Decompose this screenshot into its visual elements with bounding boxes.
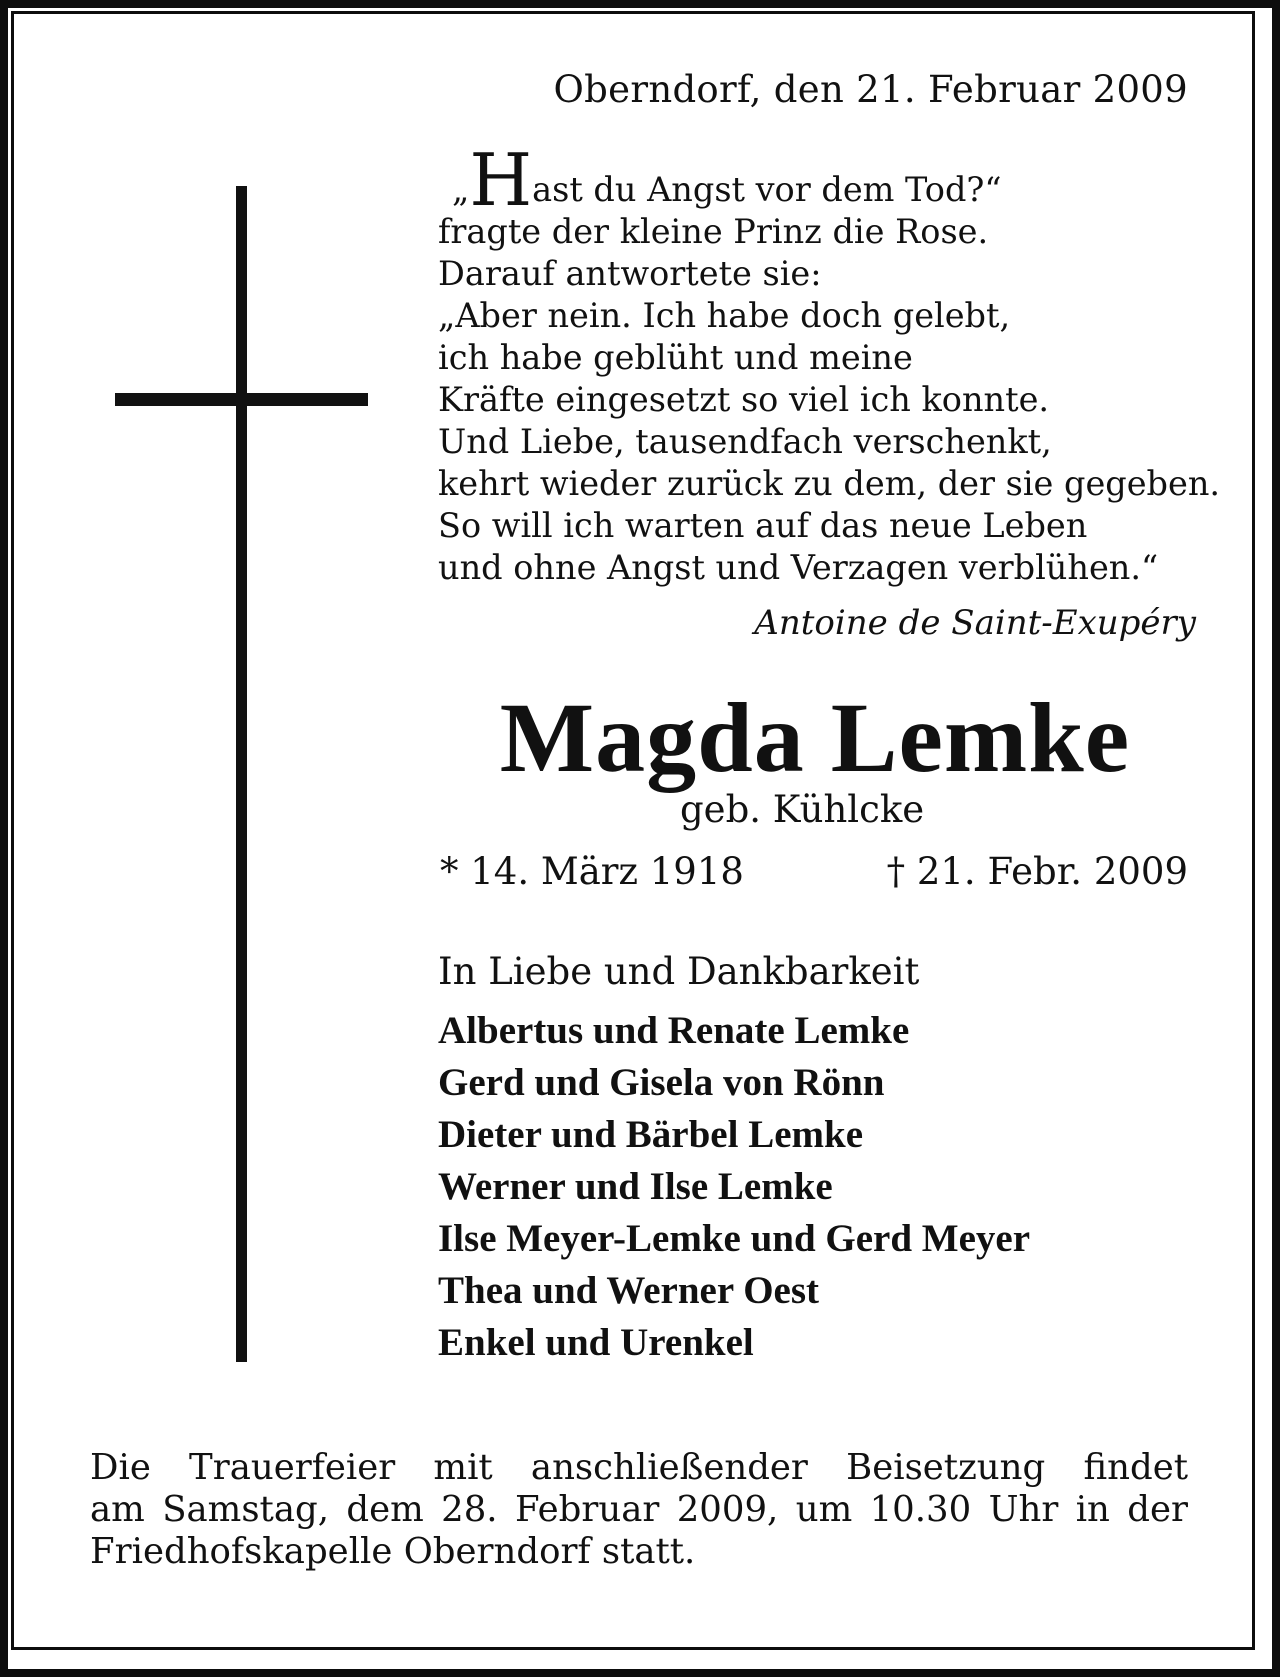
death-date: † 21. Febr. 2009 [886, 850, 1188, 893]
mourner-name: Ilse Meyer-Lemke und Gerd Meyer [438, 1217, 1031, 1260]
funeral-notice [90, 1447, 1188, 1573]
quote-line: Kräfte eingesetzt so viel ich konnte. [438, 380, 1050, 419]
quote-block [438, 138, 1221, 589]
funeral-notice-line: Friedhofskapelle Oberndorf statt. [90, 1531, 696, 1572]
quote-line: fragte der kleine Prinz die Rose. [438, 212, 989, 251]
quote-line: Darauf antwortete sie: [438, 254, 822, 293]
mourners-intro: In Liebe und Dankbarkeit [438, 950, 920, 993]
mourner-name: Thea und Werner Oest [438, 1269, 820, 1312]
quote-line-1 [438, 138, 1198, 222]
quote-line: und ohne Angst und Verzagen verblühen.“ [438, 548, 1159, 587]
quote-author: Antoine de Saint-Exupéry [754, 603, 1196, 643]
funeral-notice-line: am Samstag, dem 28. Februar 2009, um 10.30 Uhr in der [90, 1489, 1188, 1530]
cross-horizontal-beam [115, 393, 368, 406]
mourner-name: Enkel und Urenkel [438, 1321, 754, 1364]
quote-line: So will ich warten auf das neue Leben [438, 506, 1088, 545]
mourner-name: Werner und Ilse Lemke [438, 1165, 833, 1208]
quote-line: ich habe geblüht und meine [438, 338, 913, 377]
mourner-name: Albertus und Renate Lemke [438, 1009, 910, 1052]
birth-date: * 14. März 1918 [440, 850, 744, 893]
mourner-name: Dieter und Bärbel Lemke [438, 1113, 864, 1156]
quote-line: „Aber nein. Ich habe doch gelebt, [438, 296, 1011, 335]
date-line: Oberndorf, den 21. Februar 2009 [553, 68, 1188, 111]
quote-dropcap: H [469, 138, 533, 222]
quote-line: kehrt wieder zurück zu dem, der sie gegeben. [438, 464, 1221, 503]
deceased-name: Magda Lemke [499, 682, 1131, 793]
quote-line: Und Liebe, tausendfach verschenkt, [438, 422, 1052, 461]
birth-name: geb. Kühlcke [680, 788, 925, 831]
mourners-list [438, 1005, 1030, 1369]
quote-line-1-rest: ast du Angst vor dem Tod?“ [532, 170, 1002, 209]
quote-open-mark: „ [452, 170, 470, 209]
mourner-name: Gerd und Gisela von Rönn [438, 1061, 885, 1104]
funeral-notice-line: Die Trauerfeier mit anschließender Beisetzung findet [90, 1447, 1188, 1488]
